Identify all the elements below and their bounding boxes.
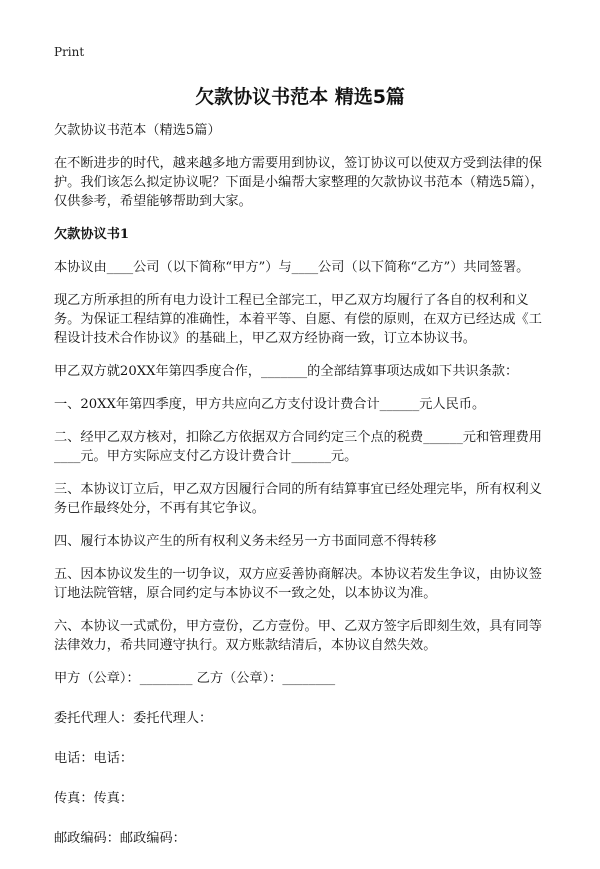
clause-2: 二、经甲乙双方核对，扣除乙方依据双方合同约定三个点的税费______元和管理费用____元。甲方实际应支付乙方设计费合计______元。 [54,430,542,464]
document-subtitle: 欠款协议书范本（精选5篇） [54,123,221,138]
clause-6: 六、本协议一式贰份，甲方壹份，乙方壹份。甲、乙双方签字后即刻生效，具有同等法律效力，希共同遵守执行。双方账款结清后，本协议自然失效。 [54,619,542,653]
clause-1: 一、20XX年第四季度，甲方共应向乙方支付设计费合计______元人民币。 [54,397,486,412]
signature-line-phone: 电话：电话： [54,751,134,766]
signature-line-fax: 传真：传真： [54,791,134,806]
section-title: 欠款协议书1 [54,227,130,242]
paragraph: 现乙方所承担的所有电力设计工程已全部完工，甲乙双方均履行了各自的权利和义务。为保证工程结算的准确性，本着平等、自愿、有偿的原则，在双方已经达成《工程设计技术合作协议》的基础上，甲乙双方经协商一致，订立本协议书。 [54,293,542,346]
signature-line-agent: 委托代理人：委托代理人： [54,711,213,726]
clause-3: 三、本协议订立后，甲乙双方因履行合同的所有结算事宜已经处理完毕，所有权利义务已作最终处分，不再有其它争议。 [54,482,542,516]
document-body [54,121,554,869]
signature-line-seal: 甲方（公章）：________ 乙方（公章）：________ [54,671,336,686]
clause-5: 五、因本协议发生的一切争议，双方应妥善协商解决。本协议若发生争议，由协议签订地法院管辖，原合同约定与本协议不一致之处，以本协议为准。 [54,567,542,601]
paragraph: 甲乙双方就20XX年第四季度合作，_______的全部结算事项达成如下共识条款： [54,364,519,379]
clause-4: 四、履行本协议产生的所有权利义务未经另一方书面同意不得转移 [54,534,437,549]
intro-paragraph: 在不断进步的时代，越来越多地方需要用到协议，签订协议可以使双方受到法律的保护。我们该怎么拟定协议呢？下面是小编帮大家整理的欠款协议书范本（精选5篇），仅供参考，希望能够帮助到大家。 [54,156,544,209]
print-link[interactable]: Print [54,45,85,59]
signature-line-postcode: 邮政编码：邮政编码： [54,831,186,846]
paragraph: 本协议由____公司（以下简称“甲方”）与____公司（以下简称“乙方”）共同签署。 [54,260,530,275]
document-title: 欠款协议书范本 精选5篇 [195,86,405,108]
